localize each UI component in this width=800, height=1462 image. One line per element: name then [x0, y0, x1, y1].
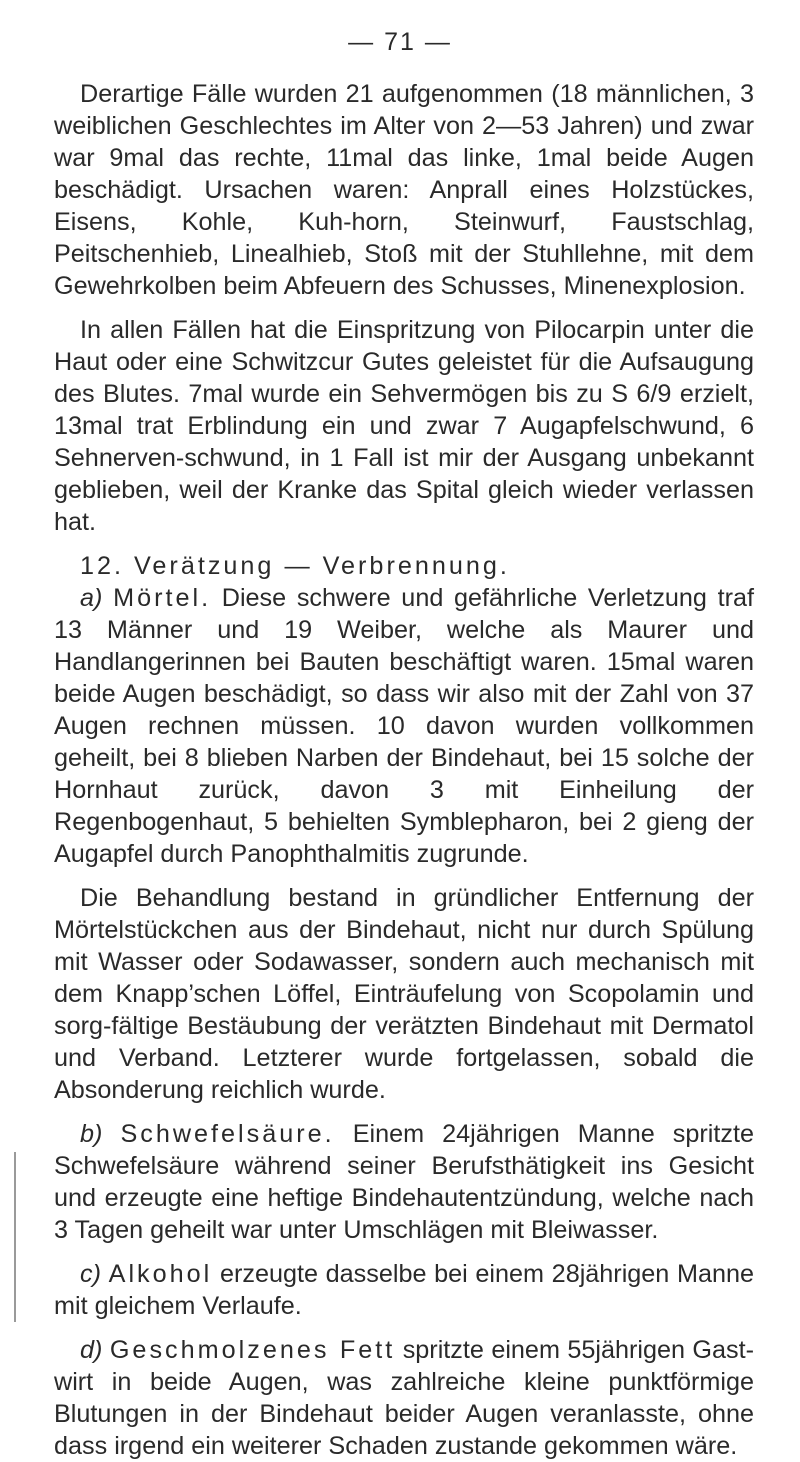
subsection-a-mark: a) [80, 584, 103, 612]
subsection-a-moertel [54, 582, 754, 870]
subsection-d-mark: d) [80, 1336, 103, 1364]
subsection-c-text: erzeugte dasselbe bei einem 28jährigen Manne mit gleichem Verlaufe. [54, 1260, 754, 1320]
subsection-b-label: Schwefelsäure. [120, 1120, 335, 1148]
subsection-c-alkohol [54, 1258, 754, 1322]
page-body [54, 78, 754, 1462]
subsection-d-label: Geschmolzenes Fett [109, 1336, 396, 1364]
subsection-b-schwefelsaeure [54, 1118, 754, 1246]
subsection-c-label: Alkohol [108, 1260, 213, 1288]
paragraph-moertel-treatment: Die Behandlung bestand in gründlicher Entfernung der Mörtelstückchen aus der Bindehaut, nicht nur durch Spülung mit Wasser oder Sodawasser, sondern auch mechanisch mit dem Knapp’schen Löffel, Einträufelung von Scopolamin und sorg-fältige Bestäubung der verätzten Bindehaut mit Dermatol und Verband. Letzterer wurde fortgelassen, sobald die Absonderung reichlich wurde. [54, 884, 754, 1104]
subsection-d-text: spritzte einem 55jährigen Gast-wirt in beide Augen, was zahlreiche kleine punktförmige Blutungen in der Bindehaut beider Augen veranlasste, ohne dass irgend ein weiterer Schaden zustande gekommen wäre. [54, 1336, 755, 1460]
page-edge-line [14, 1152, 16, 1322]
section-heading-12 [54, 550, 754, 582]
subsection-d-fett [54, 1334, 754, 1462]
subsection-b-mark: b) [80, 1120, 103, 1148]
subsection-c-mark: c) [80, 1260, 101, 1288]
subsection-a-label: Mörtel. [113, 584, 212, 612]
paragraph-treatment-results: In allen Fällen hat die Einspritzung von Pilocarpin unter die Haut oder eine Schwitzcur Gutes geleistet für die Aufsaugung des Blutes. 7mal wurde ein Sehvermögen bis zu S 6/9 erzielt, 13mal trat Erblindung ein und zwar 7 Augapfelschwund, 6 Sehnerven-schwund, in 1 Fall ist mir der Ausgang unbekannt geblieben, weil der Kranke das Spital gleich wieder verlassen hat. [54, 316, 754, 536]
subsection-b-text: Einem 24jährigen Manne spritzte Schwefelsäure während seiner Berufsthätigkeit ins Gesicht und erzeugte eine heftige Bindehautentzündung, welche nach 3 Tagen geheilt war unter Umschlägen mit Bleiwasser. [54, 1120, 754, 1244]
paragraph-injury-cases: Derartige Fälle wurden 21 aufgenommen (18 männlichen, 3 weiblichen Geschlechtes im Alter von 2—53 Jahren) und zwar war 9mal das rechte, 11mal das linke, 1mal beide Augen beschädigt. Ursachen waren: Anprall eines Holzstückes, Eisens, Kohle, Kuh-horn, Steinwurf, Faustschlag, Peitschenhieb, Linealhieb, Stoß mit der Stuhllehne, mit dem Gewehrkolben beim Abfeuern des Schusses, Minenexplosion. [54, 80, 754, 300]
section-heading-text: 12. Verätzung — Verbrennung. [80, 552, 510, 580]
page-number: — 71 — [348, 28, 452, 56]
subsection-a-text: Diese schwere und gefährliche Verletzung traf 13 Männer und 19 Weiber, welche als Maurer und Handlangerinnen bei Bauten beschäftigt waren. 15mal waren beide Augen beschädigt, so dass wir also mit der Zahl von 37 Augen rechnen müssen. 10 davon wurden vollkommen geheilt, bei 8 blieben Narben der Bindehaut, bei 15 solche der Hornhaut zurück, davon 3 mit Einheilung der Regenbogenhaut, 5 behielten Symblepharon, bei 2 gieng der Augapfel durch Panophthalmitis zugrunde. [54, 584, 755, 868]
